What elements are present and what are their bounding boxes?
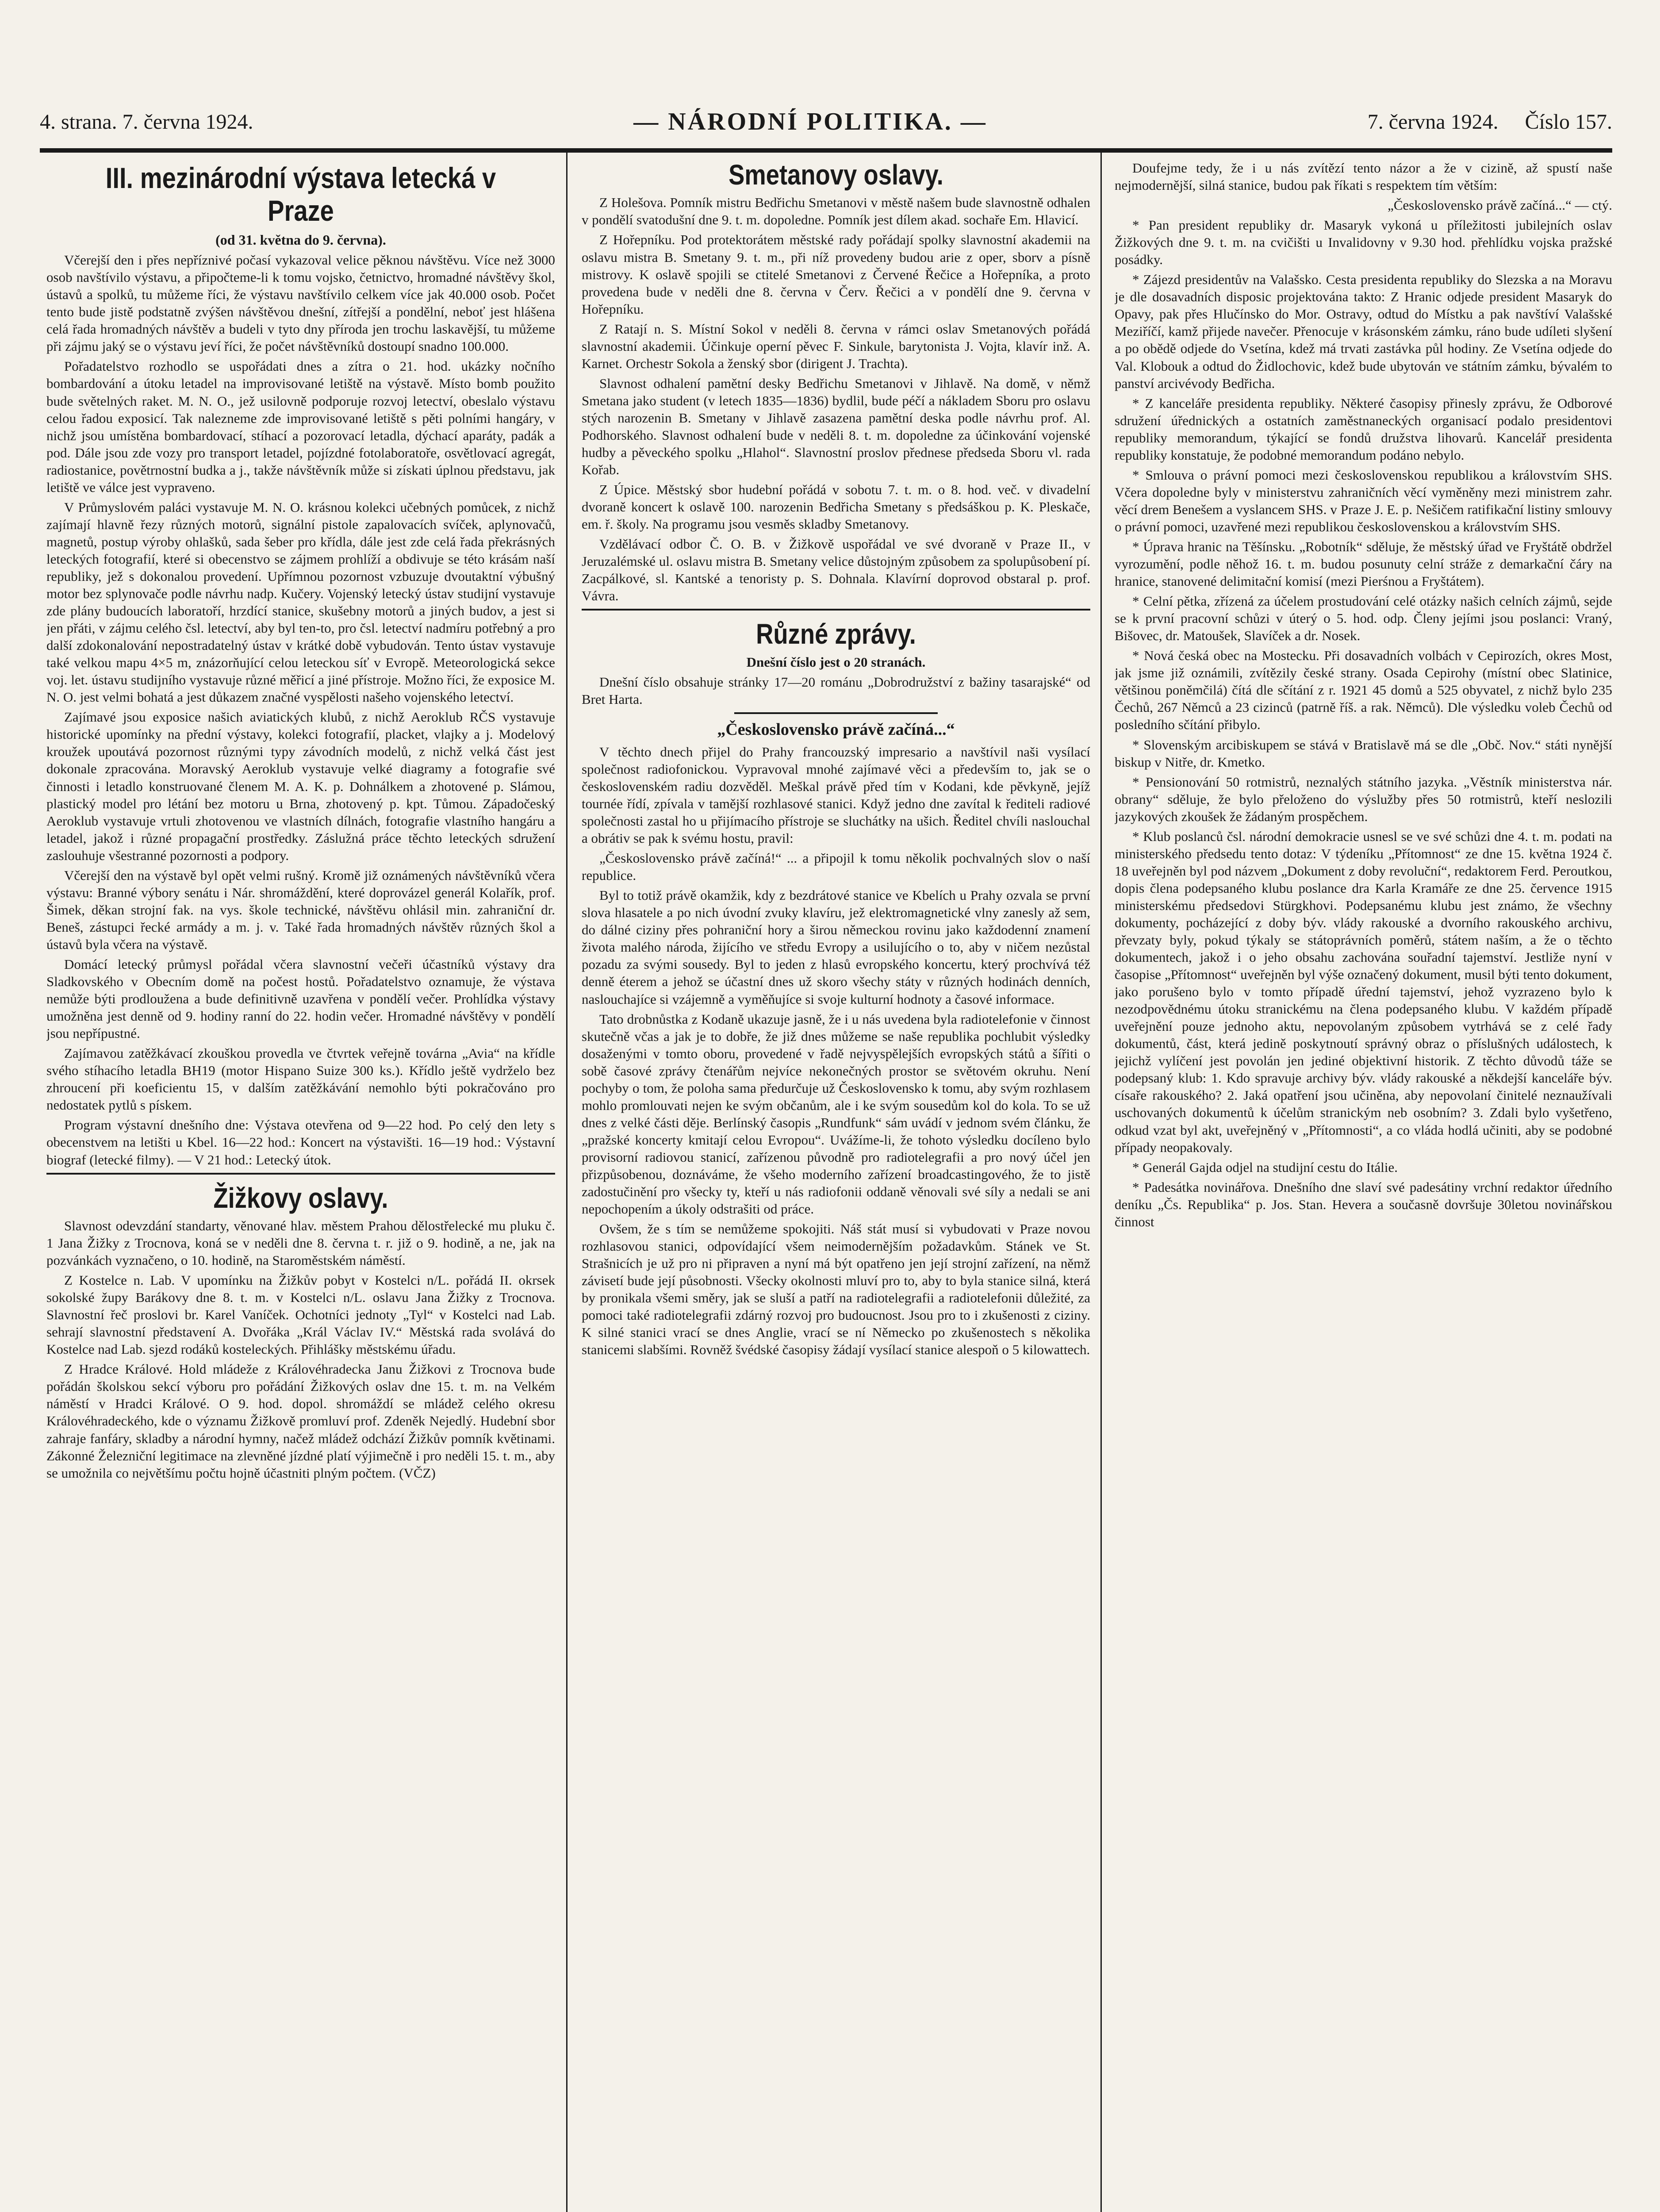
section-rule: [46, 1173, 555, 1175]
section-rule: [734, 712, 938, 714]
article-title-zizka-celebrations: Žižkovy oslavy.: [213, 1182, 388, 1214]
paragraph: Z Holešova. Pomník mistru Bedřichu Smetanovi v městě našem bude slavnostně odhalen v pondělí svatodušní dne 9. t. m. dopoledne. Pomník jest dílem akad. sochaře Em. Hlavicí.: [582, 195, 1090, 228]
paragraph: * Nová česká obec na Mostecku. Při dosavadních volbách v Cepirozích, okres Most, jak jsme již oznámili, zvítězily české strany. Osada Cepirohy (místní obec Slatinice, většinou poněmčilá) čítá dle sčítání z r. 1921 45 domů a 525 obyvatel, z nichž bylo 235 Čechů, 267 Němců a 23 cizinců (patrně říš. a rak. Němců). Dle výsledku voleb Čechů od posledního sčítání přibylo.: [1115, 648, 1612, 733]
column-divider-2: [1100, 153, 1102, 2212]
section-rule: [582, 609, 1090, 611]
paragraph: * Pan president republiky dr. Masaryk vykoná u příležitosti jubilejních oslav Žižkových dne 9. t. m. na cvičišti u Invalidovny v 9.30 hod. přehlídku vojska pražské posádky.: [1115, 217, 1612, 268]
paragraph: * Smlouva o právní pomoci mezi československou republikou a královstvím SHS. Včera dopoledne byly v ministerstvu zahraničních věcí vyměněny mezi ministrem zahr. věcí drem Benešem a vyslancem SHS. v Praze J. E. p. Nešičem ratifikační listiny smlouvy o právní pomoci, uzavřené mezi republikou československou a královstvím SHS.: [1115, 467, 1612, 534]
paragraph: Slavnost odhalení pamětní desky Bedřichu Smetanovi v Jihlavě. Na domě, v němž Smetana jako student (v letech 1835—1836) bydlil, bude péčí a nákladem Sboru pro oslavu stých narozenin B. Smetany v Jihlavě zasazena pamětní deska podle návrhu prof. Al. Podhorského. Slavnost odhalení bude v neděli 8. t. m. dopoledne za účinkování vojenské hudby a pěveckého spolku „Hlahol“. Slavnostní proslov přednese předseda Sboru vl. rada Kořab.: [582, 375, 1090, 478]
column-1: [46, 159, 555, 2212]
paragraph: * Úprava hranic na Těšínsku. „Robotník“ sděluje, že městský úřad ve Fryštátě obdržel vyrozumění, podle něhož 16. t. m. budou posunuty celní stráže z demarkační čáry na hranice, stanovené delimitační komisí (mezi Pierśnou a Fryštátem).: [1115, 538, 1612, 589]
paragraph: * Z kanceláře presidenta republiky. Některé časopisy přinesly zprávu, že Odborové sdružení úřednických a ostatních zaměstnaneckých organisací podalo presidentovi republiky memorandum, týkající se fondů družstva lihovarů. Kancelář presidenta republiky konstatuje, že podobné memorandum podáno nebylo.: [1115, 395, 1612, 463]
paragraph: Z Kostelce n. Lab. V upomínku na Žižkův pobyt v Kostelci n/L. pořádá II. okrsek sokolské župy Barákovy dne 8. t. m. v Kostelci n/L. oslavu Jana Žižky z Trocnova. Slavnostní řeč proslovi br. Karel Vaníček. Ochotníci jednoty „Tyl“ v Kostelci nad Lab. sehrají slavnostní představení A. Dvořáka „Král Václav IV.“ Městská rada svolává do Kostelce nad Lab. sjezd rodáků kosteleckých. Přihlášky městskému úřadu.: [46, 1272, 555, 1357]
paragraph: V Průmyslovém paláci vystavuje M. N. O. krásnou kolekci učebných pomůcek, z nichž zajímají hlavně řezy různých motorů, signální pistole zapalovacích svíček, aplynovačů, magnetů, postup výroby ohlašků, sada šeber pro křídla, dále jest zde celá řada překrásných leteckých fotografií, které si obecenstvo se zájmem prohlíží a obdivuje se této krásám naší republiky, jež s dokonalou provedení. Upřímnou pozornost vzbuzuje dvoutaktní výbušný motor bez splynovače podle návrhu nadp. Kučery. Vojenský letecký ústav studijní vystavuje zde plány budoucích laboratoří, hrzdící stanice, skušebny motorů a jiných budov, a jest si jen přáti, v zájmu celého čsl. letectví, aby byl ten-to, pro čsl. letectví nadmíru potřebný a pro další zdokonalování nepostradatelný ústav v krátké době vybudován. Tento ústav vystavuje také velkou mapu 4×5 m, znázorňující celou leteckou síť v Evropě. Meteorologická sekce voj. let. ústavu studijního vystavuje různé měřicí a jiné přístroje. Možno říci, že exposice M. N. O. jest velmi bohatá a jest důkazem značné vyspělosti našeho vojenského letectví.: [46, 499, 555, 705]
paragraph: Dnešní číslo obsahuje stránky 17—20 románu „Dobrodružství z bažiny tasarajské“ od Bret Harta.: [582, 674, 1090, 707]
paragraph: Ovšem, že s tím se nemůžeme spokojiti. Náš stát musí si vybudovati v Praze novou rozhlasovou stanici, odpovídající všem neimodernějším požadavkům. Stánek ve St. Strašnicích je už pro ni připraven a nyní má být opatřeno jen její strojní zařízení, na němž závisetí bude její působnosti. Všecky okolnosti mluví pro to, aby to byla stanice silná, která by pronikala všemi směry, jak se sluší a patří na radiotelegrafii a radiotelefonii důležité, za pomoci také radiotelegrafii zdárný rozvoj pro budoucnost. Jsou pro to i zkušenosti z ciziny. K silné stanici vrací se dnes Anglie, vrací se ní Německo po zkušenostech s několika stanicemi slabšími. Rovněž švédské časopisy žádají vysílací stanice alespoň o 5 kilowattech.: [582, 1221, 1090, 1358]
paragraph: * Slovenským arcibiskupem se stává v Bratislavě má se dle „Obč. Nov.“ státi nynější biskup v Nitře, dr. Kmetko.: [1115, 737, 1612, 770]
paragraph: * Padesátka novinářova. Dnešního dne slaví své padesátiny vrchní redaktor úředního deníku „Čs. Republika“ p. Jos. Stan. Hevera a současně dovršuje 30letou novinářskou činnost: [1115, 1179, 1612, 1229]
paragraph: Včerejší den i přes nepříznivé počasí vykazoval velice pěknou návštěvu. Více než 3000 osob navštívilo výstavu, a připočteme-li k tomu vojsko, četnictvo, hromadné návštěvy škol, ústavů a spolků, tu můžeme říci, že výstavu navštívilo celkem více jak 40.000 osob. Počet tento bude jistě podstatně zvýšen návštěvou dnešní, zítřejší a pondělní, neboť jest hlášena celá řada hromadných návštěv a budeli v tyto dny příroda jen trochu laskavější, tu můžeme při zájmu jaký se o výstavu jeví říci, že počet návštěvníků dostoupí snadno 100.000.: [46, 252, 555, 354]
page-number-date: 4. strana. 7. června 1924.: [40, 110, 253, 134]
header-right: [1368, 110, 1612, 134]
paragraph: „Československo právě začíná!“ ... a připojil k tomu několik pochvalných slov o naší republice.: [582, 850, 1090, 883]
paragraph: Slavnost odevzdání standarty, věnované hlav. městem Prahou dělostřelecké mu pluku č. 1 Jana Žižky z Trocnova, koná se v neděli dne 8. června t. r. již o 9. hodině, a ne, jak na pozvánkách vyznačeno, o 10. hodině, na Staroměstském náměstí.: [46, 1217, 555, 1268]
paragraph: Zajímavé jsou exposice našich aviatických klubů, z nichž Aeroklub RČS vystavuje historické upomínky na přední výstavy, kolekci fotografií, placket, vlajky a j. Modelový kroužek upoutává pozornost různými typy závodních modelů, z nichž velká část jest dokonale zpracována. Moravský Aeroklub vystavuje velké diagramy a fotografie své činnosti i letadlo konstruované členem M. A. K. p. Dohnálkem a zhotovené p. Slámou, plastický model pro létání bez motoru u Brna, zhotovený p. kpt. Tůmou. Západočeský Aeroklub vystavuje vrtuli zhotovenou ve vlastních dílnách, fotografie vlastního hangáru a letadel, jakož i různé propagační prostředky. Záslužná práce těchto leteckých sdružení zaslouhuje všestranné pozornosti a podpory.: [46, 709, 555, 863]
masthead-title: — NÁRODNÍ POLITIKA. —: [633, 108, 987, 135]
page-header: [40, 100, 1612, 144]
paragraph: * Celní pětka, zřízená za účelem prostudování celé otázky našich celních zájmů, sejde se k první pracovní schůzi v úterý o 5. hod. odp. Členy jejími jsou poslanci: Vraný, Bišovec, dr. Matoušek, Slavíček a dr. Nosek.: [1115, 593, 1612, 644]
article-subtitle: (od 31. května do 9. června).: [215, 231, 386, 248]
paragraph: „Československo právě začíná...“ — ctý.: [1388, 197, 1612, 213]
paragraph: * Zájezd presidentův na Valašsko. Cesta presidenta republiky do Slezska a na Moravu je dle dosavadních disposic projektována takto: Z Hranic odjede president Masaryk do Opavy, pak přes Hlučínsko do Mor. Ostravy, odtud do Místku a pak navštíví Valašské Meziříčí, kamž přijede navečer. Přenocuje v krásonském zámku, ráno bude udíleti slyšení a po obědě odjede do Vsetína, kdež má trvati zastávka půl hodiny. Ze Vsetína odjede do Val. Klobouk a odtud do Židlochovic, kdež bude ubytován ve státním zámku, bývalém to panství arcivévody Bedřicha.: [1115, 272, 1612, 391]
column-3: [1115, 159, 1612, 2212]
paragraph: Vzdělávací odbor Č. O. B. v Žižkově uspořádal ve své dvoraně v Praze II., v Jeruzalémské ul. oslavu mistra B. Smetany velice důstojným způsobem za spolupůsobení pí. Zacpálkové, sl. Kantské a tenoristy p. S. Dohnala. Klavírní doprovod obstaral p. prof. Vávra.: [582, 536, 1090, 604]
column-2: [582, 159, 1090, 2212]
paragraph: Program výstavní dnešního dne: Výstava otevřena od 9—22 hod. Po celý den lety s obecenstvem na letišti u Kbel. 16—22 hod.: Koncert na výstavišti. 16—19 hod.: Výstavní biograf (letecké filmy). — V 21 hod.: Letecký útok.: [46, 1117, 555, 1167]
paragraph: Z Ratají n. S. Místní Sokol v neděli 8. června v rámci oslav Smetanových pořádá slavnostní akademii. Účinkuje operní pěvec F. Sinkule, barytonista J. Vojta, klavír inž. A. Karnet. Orchestr Sokola a ženský sbor (dirigent J. Trachta).: [582, 321, 1090, 371]
article-title-smetana-celebrations: Smetanovy oslavy.: [728, 159, 943, 191]
paragraph: Zajímavou zatěžkávací zkouškou provedla ve čtvrtek veřejně továrna „Avia“ na křídle svého stíhacího letadla BH19 (motor Hispano Suize 300 ks.). Křídlo ještě vydrželo bez zhroucení při koeficientu 15, v dalším zatěžkávání nemohlo býti pokračováno pro nedostatek pytlů s pískem.: [46, 1045, 555, 1113]
article-title-czechoslovakia: „Československo právě začíná...“: [717, 720, 955, 739]
notice-page-count: Dnešní číslo jest o 20 stranách.: [746, 654, 926, 670]
paragraph: * Generál Gajda odjel na studijní cestu do Itálie.: [1132, 1159, 1398, 1175]
header-date: 7. června 1924.: [1367, 110, 1499, 134]
paragraph: Včerejší den na výstavě byl opět velmi rušný. Kromě již oznámených návštěvníků včera výstavu: Branné výbory senátu i Nár. shromáždění, které doprovázel generál Kolařík, prof. Šimek, děkan strojní fak. na vys. škole technické, návštěvu ohlásil min. zahraniční dr. Beneš, zástupci řecké armády a m. j. v. Také řada hromadných návštěv různých škol a ústavů byla včera na výstavě.: [46, 867, 555, 952]
paragraph: V těchto dnech přijel do Prahy francouzský impresario a navštívil naši vysílací společnost radiofonickou. Vypravoval mnohé zajímavé věci a především to, jak se o československém radiu dozvěděl. Meškal právě před tím v Kodani, kde pěvkyně, jejíž tournée řídí, zpívala v tamější rozhlasové stanici. Když jedno dne zavítal k řediteli radiové společnosti zastal ho u přijímacího přístroje se sluchátky na ušich. Ředitel chvíli naslouchal a obrátiv se pak k svému hostu, pravil:: [582, 744, 1090, 846]
article-title-various-news: Různé zprávy.: [756, 618, 916, 650]
paragraph: Z Hradce Králové. Hold mládeže z Královéhradecka Janu Žižkovi z Trocnova bude pořádán školskou sekcí výboru pro pořádání Žižkových oslav dne 15. t. m. na Velkém náměstí v Hradci Králové. O 9. hod. dopol. shromáždí se mládež celého okresu Královéhradeckého, kde o významu Žižkově promluví prof. Zdeněk Nejedlý. Hudební sbor zahraje fanfáry, skladby a národní hymny, načež mládež odchází Žižkův pomník květinami. Zákonné Železniční legitimace na zlevněné jízdné platí výjimečně i pro neděli 15. t. m., aby se umožnila co největšímu počtu hojně účastniti plným počtem. (VČZ): [46, 1361, 555, 1481]
paragraph: * Klub poslanců čsl. národní demokracie usnesl se ve své schůzi dne 4. t. m. podati na ministerského předsedu tento dotaz: V týdeníku „Přítomnost“ ze dne 15. května 1924 č. 18 uveřejněn byl pod názvem „Dokument z doby revoluční“, redaktorem Ferd. Peroutkou, dopis člena podepsaného klubu poslance dra Karla Kramáře ze dne 25. července 1915 ministerskému předsedovi Stürgkhovi. Podepsanému klubu jest známo, že všechny dokumenty, pocházející z doby býv. vlády rakouské a dvorního rakouského archivu, převzaty byly, pokud týkaly se státoprávních poměrů, státem naším, a že o těchto dokumentech, jakož i o jeho obsahu zachována souřadní tajemství. Jestliže nyní v časopise „Přítomnost“ uveřejněn byl výše označený dokument, musil býti tento dokument, jako porušeno bylo v tomto případě úřední tajemství, jehož vyzrazeno bylo k nezodpovědnému útoku stranickému na člena podepsaného klubu. V každém případě uveřejnění pouze jednoho aktu, nepovolaným způsobem vytrhává se z celé řady dokumentů, část, která jedině poskytnoutí správný obraz o příslušných událostech, k jejichž vylíčení jest povolán jen jediné objektivní historik. Z těchto důvodů táže se podepsaný klub: 1. Kdo spravuje archivy býv. vlády rakouské a někdejší kanceláře býv. císaře rakouského? 2. Jaká opatření jsou učiněna, aby nepovolaní činitelé neznaužívali uschovaných dokumentů k účelům stranickým neb osobním? 3. Zdali bylo vyšetřeno, odkud vzat byl akt, uveřejněný v „Přítomnosti“, a co vláda hodlá učiniti, aby se podobné případy neopakovaly.: [1115, 828, 1612, 1155]
issue-number: Číslo 157.: [1525, 110, 1612, 134]
article-title-aviation-exhibition: III. mezinárodní výstava letecká v Praze: [105, 161, 496, 227]
column-divider-1: [566, 153, 567, 2212]
paragraph: Pořadatelstvo rozhodlo se uspořádati dnes a zítra o 21. hod. ukázky nočního bombardování a útoku letadel na improvisované letiště na výstavě. Místo bomb použito bude světelných raket. M. N. O., jež usilovně podporuje rozvoj letectví, obeslalo výstavu celou řadou exposicí. Tak nalezneme zde improvisované letiště s pěti polními hangáry, v nichž jsou umístěna bombardovací, stíhací a pozorovací letadla, dýchací aparáty, padák a pod. Dále jsou zde vozy pro transport letadel, pojízdné fotolaboratoře, osvětlovací agregát, radiostanice, povětrnostní budka a j., takže návštěvník může si získati úplnou představu, jak letiště ve válce jest vypraveno.: [46, 358, 555, 495]
paragraph: Tato drobnůstka z Kodaně ukazuje jasně, že i u nás uvedena byla radiotelefonie v činnost skutečně včas a jak je to dobře, že již dnes můžeme se naše republika pochlubit výsledky dosaženými v tomto oboru, provedené v řadě nejvyspělejších evropských států a šířiti o sobě časové zprávy čtenářům nejvíce nekonečných prostor se světovém okruhu. Není pochyby o tom, že poloha sama předurčuje už Československo k tomu, aby svým rozhlasem mohlo promlouvati nejen ke svým občanům, ale i ke svým sousedům kol do kola. To se už dnes z velké části děje. Berlínský časopis „Rundfunk“ sám uvádí v jednom svém článku, že „pražské koncerty kmitají celou Evropou“. Uvážíme-li, že tohoto výsledku docíleno bylo provisorní radiovou stanicí, zařízenou původně pro radiotelegrafii a pro nový účel jen přizpůsobenou, doznáváme, že všeho moderního zařízení broadcastingového, že to jistě zadostučinění pro všecky ty, kteří u nás radiofonii oddaně věnovali své síly a nedali se ani nepochopením a úkoly odstrašiti od práce.: [582, 1011, 1090, 1217]
paragraph: Z Úpice. Městský sbor hudební pořádá v sobotu 7. t. m. o 8. hod. več. v divadelní dvoraně koncert k oslavě 100. narozenin Bedřicha Smetany s předsáškou p. K. Pleskače, em. ř. školy. Na programu jsou vesměs skladby Smetanovy.: [582, 482, 1090, 532]
paragraph: Z Hořepníku. Pod protektorátem městské rady pořádají spolky slavnostní akademii na oslavu mistra B. Smetany 9. t. m., při níž provedeny budou arie z oper, sborv a písně mistrovy. K oslavě spojili se ctitelé Smetanovi z Červené Řečice a Hořepníka, a proto provedena bude v neděli dne 8. června v Červ. Řečici a v pondělí dne 9. června v Hořepníku.: [582, 232, 1090, 317]
paragraph: * Pensionování 50 rotmistrů, neznalých státního jazyka. „Věstník ministerstva nár. obrany“ sděluje, že bylo přeloženo do výslužby přes 50 rotmistrů, kteří neslozili jazykových zkoušek že žádaným prospěchem.: [1115, 774, 1612, 824]
paragraph: Doufejme tedy, že i u nás zvítězí tento názor a že v cizině, až spustí naše nejmodernější, silná stanice, budou pak říkati s respektem tím větším:: [1115, 160, 1612, 193]
header-rule: [40, 148, 1612, 153]
paragraph: Byl to totiž právě okamžik, kdy z bezdrátové stanice ve Kbelích u Prahy ozvala se první slova hlasatele a po nich úvodní zvuky klavíru, jež elektromagnetické vlny zanesly až sem, do dálné ciziny přes pohraniční hory a širou německou rovinu jako každodenní znamení života malého národa, žijícího ve středu Evropy a usilujícího o to, aby v ničem nezůstal pozadu za svými sousedy. Byl to jeden z hlasů evropského koncertu, který prochvívá též denně éterem a jehož se účastní dnes už skoro všechy státy v různých hodinách denních, naslouchajíce si vzájemně a vyměňujíce si svoje kulturní hodnoty a časové informace.: [582, 887, 1090, 1007]
paragraph: Domácí letecký průmysl pořádal včera slavnostní večeři účastníků výstavy dra Sladkovského v Obecním domě na počest hostů. Pořadatelstvo oznamuje, že výstava nemůže býti prodloužena a bude definitivně uzavřena v pondělí večer. Prohlídka výstavy umožněna jest denně od 9. hodiny ranní do 22. hodin večer. Hromadné návštěvy v pondělí jsou nepřípustné.: [46, 956, 555, 1041]
